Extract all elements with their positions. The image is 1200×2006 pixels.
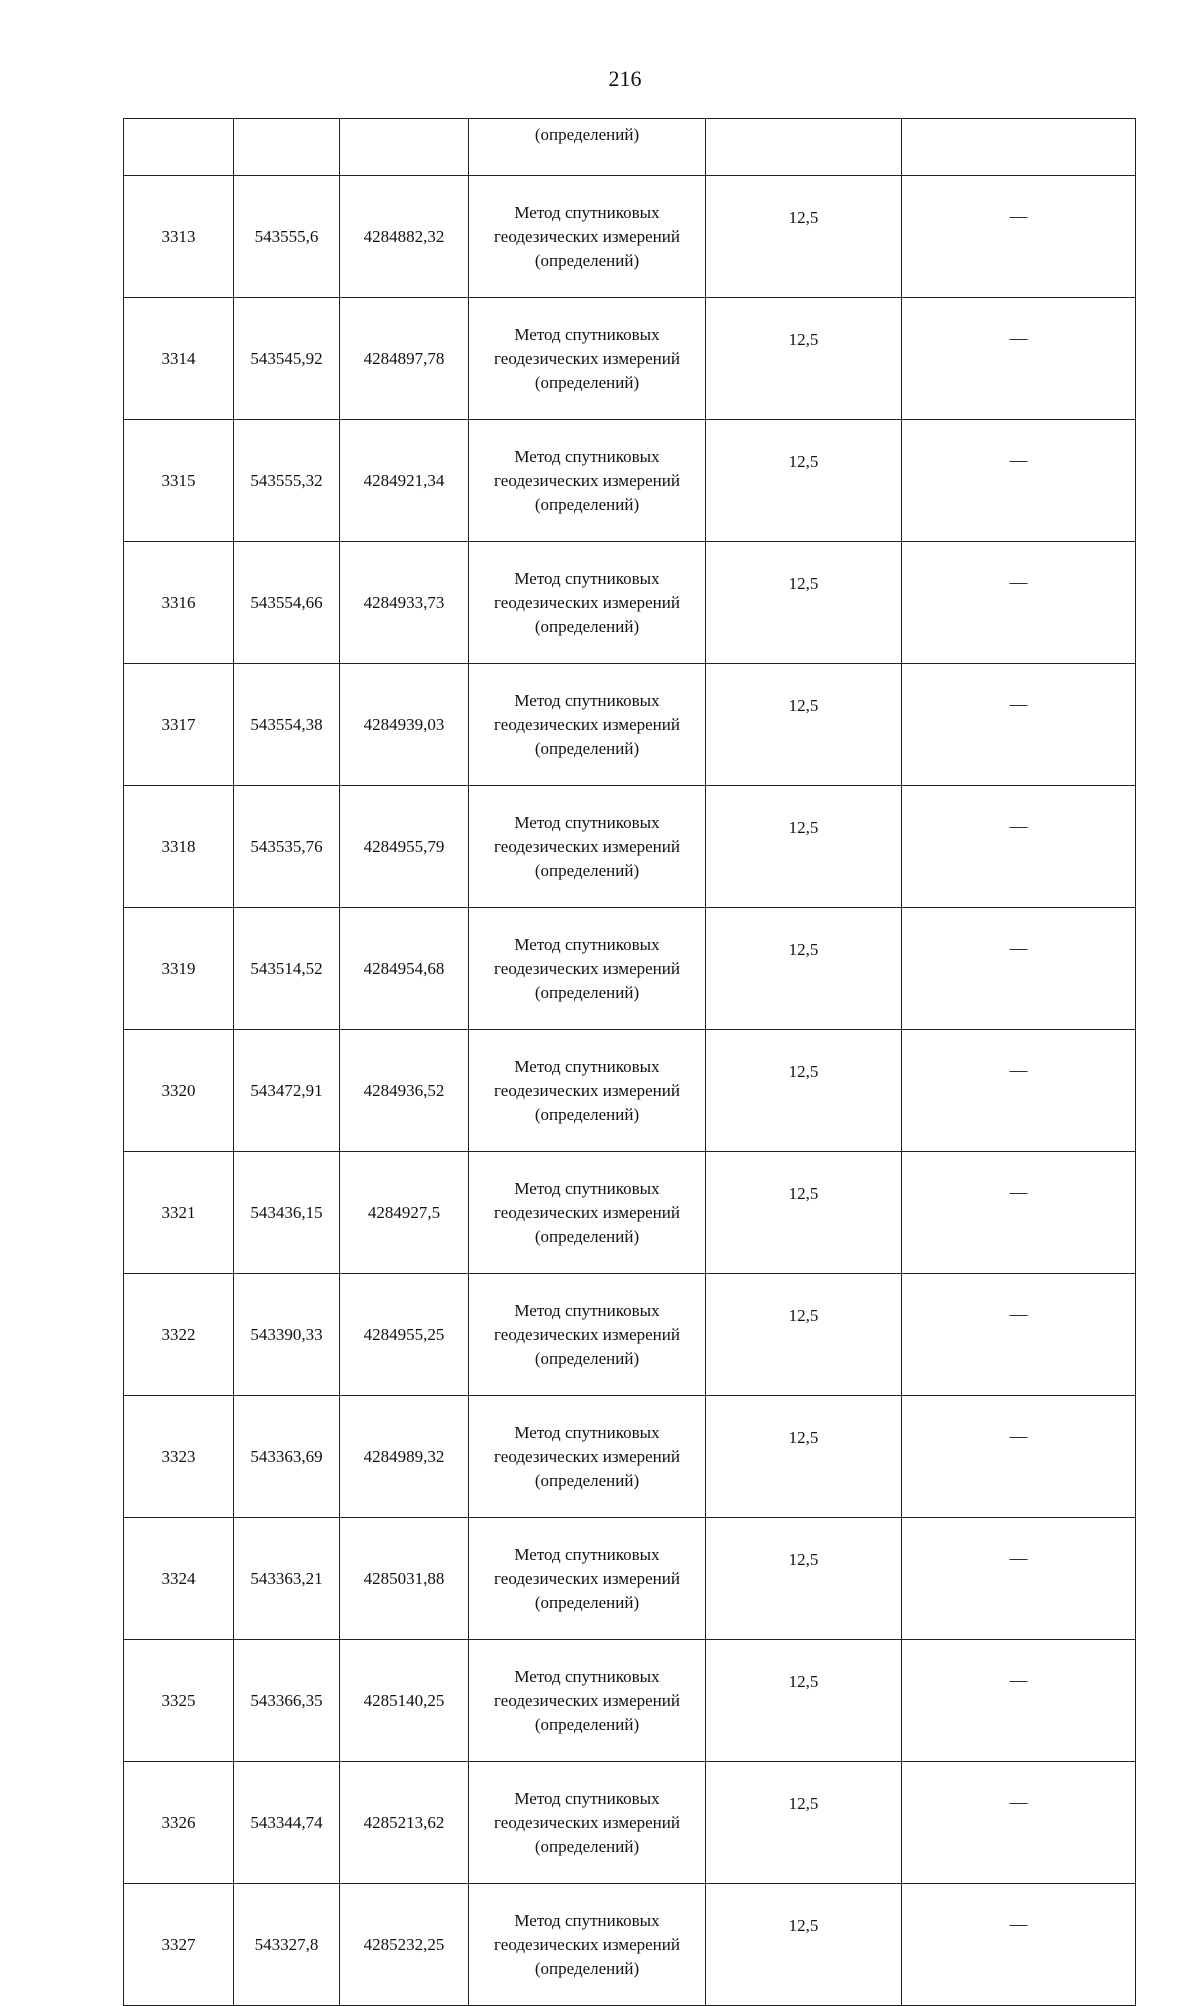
method-cell [469,1274,706,1396]
method-cell [469,1152,706,1274]
table-row [124,298,1136,420]
point-number-cell: 3314 [124,298,234,420]
x-coordinate-cell: 543366,35 [234,1640,340,1762]
table-row-continuation [124,119,1136,176]
precision-cell: 12,5 [706,908,902,1030]
method-line-1: Метод спутниковых [514,1056,660,1076]
method-line-1: Метод спутниковых [514,1422,660,1442]
method-line-1: Метод спутниковых [514,202,660,222]
page-number: 216 [608,66,642,91]
method-line-3: (определений) [534,1104,640,1124]
description-cell: — [902,1274,1136,1396]
description-cell: — [902,1152,1136,1274]
method-cell: (определений) [469,119,706,176]
x-coordinate-cell: 543363,69 [234,1396,340,1518]
method-line-3: (определений) [534,1226,640,1246]
method-line-2: геодезических измерений [494,226,680,246]
precision-cell: 12,5 [706,1152,902,1274]
point-number-cell: 3315 [124,420,234,542]
method-line-3: (определений) [534,860,640,880]
x-coordinate-cell: 543390,33 [234,1274,340,1396]
point-number-cell: 3324 [124,1518,234,1640]
method-line-2: геодезических измерений [494,1202,680,1222]
method-line-3: (определений) [534,1592,640,1612]
method-line-1: Метод спутниковых [514,1910,660,1930]
point-number-cell: 3326 [124,1762,234,1884]
method-line-1: Метод спутниковых [514,324,660,344]
precision-cell: 12,5 [706,1640,902,1762]
table-row [124,1274,1136,1396]
method-line-3: (определений) [534,616,640,636]
precision-cell: 12,5 [706,1274,902,1396]
y-coordinate-cell: 4284989,32 [340,1396,469,1518]
precision-cell: 12,5 [706,1884,902,2006]
point-number-cell: 3320 [124,1030,234,1152]
description-cell: — [902,786,1136,908]
method-line-2: геодезических измерений [494,1080,680,1100]
precision-cell: 12,5 [706,542,902,664]
method-line-3: (определений) [534,250,640,270]
method-cell [469,1762,706,1884]
x-coordinate-cell: 543514,52 [234,908,340,1030]
coordinates-table [123,118,1136,2006]
method-line-3: (определений) [534,1958,640,1978]
method-line-3: (определений) [534,1470,640,1490]
method-cell [469,298,706,420]
method-cell [469,1518,706,1640]
method-line-1: Метод спутниковых [514,1300,660,1320]
y-coordinate-cell: 4284936,52 [340,1030,469,1152]
method-cell [469,1884,706,2006]
method-cell [469,1640,706,1762]
method-line-2: геодезических измерений [494,958,680,978]
table-row [124,1152,1136,1274]
table-row [124,664,1136,786]
precision-cell: 12,5 [706,1396,902,1518]
description-cell: — [902,298,1136,420]
precision-cell: 12,5 [706,420,902,542]
method-line-3: (определений) [534,1348,640,1368]
method-cell [469,786,706,908]
method-cell [469,420,706,542]
description-cell: — [902,664,1136,786]
table-row [124,420,1136,542]
method-line-1: Метод спутниковых [514,690,660,710]
x-coordinate-cell: 543327,8 [234,1884,340,2006]
point-number-cell: 3318 [124,786,234,908]
x-coordinate-cell: 543363,21 [234,1518,340,1640]
method-line-2: геодезических измерений [494,348,680,368]
x-coordinate-cell: 543436,15 [234,1152,340,1274]
y-coordinate-cell: 4284933,73 [340,542,469,664]
method-line-2: геодезических измерений [494,470,680,490]
description-cell: — [902,176,1136,298]
method-line-2: геодезических измерений [494,1446,680,1466]
table-row [124,1640,1136,1762]
point-number-cell [124,119,234,176]
y-coordinate-cell: 4284955,25 [340,1274,469,1396]
method-line-1: Метод спутниковых [514,1544,660,1564]
table-row [124,1518,1136,1640]
point-number-cell: 3313 [124,176,234,298]
table-row [124,176,1136,298]
description-cell: — [902,420,1136,542]
method-cell [469,1030,706,1152]
description-cell: — [902,1762,1136,1884]
x-coordinate-cell: 543344,74 [234,1762,340,1884]
x-coordinate-cell: 543554,38 [234,664,340,786]
method-line-3: (определений) [534,1714,640,1734]
method-cell [469,176,706,298]
method-line-1: Метод спутниковых [514,812,660,832]
table-row [124,1884,1136,2006]
x-coordinate-cell: 543472,91 [234,1030,340,1152]
precision-cell: 12,5 [706,298,902,420]
y-coordinate-cell: 4284921,34 [340,420,469,542]
y-coordinate-cell: 4284955,79 [340,786,469,908]
y-coordinate-cell: 4285213,62 [340,1762,469,1884]
y-coordinate-cell: 4285232,25 [340,1884,469,2006]
method-line-2: геодезических измерений [494,714,680,734]
precision-cell: 12,5 [706,664,902,786]
method-line-2: геодезических измерений [494,836,680,856]
description-cell: — [902,908,1136,1030]
precision-cell: 12,5 [706,176,902,298]
point-number-cell: 3316 [124,542,234,664]
y-coordinate-cell: 4285031,88 [340,1518,469,1640]
point-number-cell: 3327 [124,1884,234,2006]
method-cell [469,664,706,786]
y-coordinate-cell: 4284897,78 [340,298,469,420]
method-line-2: геодезических измерений [494,1812,680,1832]
method-line-2: геодезических измерений [494,1568,680,1588]
point-number-cell: 3319 [124,908,234,1030]
table-row [124,908,1136,1030]
method-cell [469,542,706,664]
method-line-3: (определений) [534,1836,640,1856]
method-line-1: Метод спутниковых [514,1666,660,1686]
method-line-2: геодезических измерений [494,592,680,612]
x-coordinate-cell: 543555,32 [234,420,340,542]
table-row [124,786,1136,908]
method-line-1: Метод спутниковых [514,568,660,588]
method-line-2: геодезических измерений [494,1934,680,1954]
table-row [124,1762,1136,1884]
description-cell [902,119,1136,176]
description-cell: — [902,1640,1136,1762]
table-row [124,1396,1136,1518]
x-coordinate-cell: 543554,66 [234,542,340,664]
method-line-2: геодезических измерений [494,1324,680,1344]
point-number-cell: 3323 [124,1396,234,1518]
point-number-cell: 3317 [124,664,234,786]
x-coordinate-cell [234,119,340,176]
y-coordinate-cell: 4285140,25 [340,1640,469,1762]
description-cell: — [902,1884,1136,2006]
method-line-3: (определений) [534,494,640,514]
precision-cell: 12,5 [706,1030,902,1152]
y-coordinate-cell: 4284882,32 [340,176,469,298]
method-line-3: (определений) [534,738,640,758]
y-coordinate-cell: 4284927,5 [340,1152,469,1274]
precision-cell [706,119,902,176]
description-cell: — [902,1518,1136,1640]
method-line-2: геодезических измерений [494,1690,680,1710]
x-coordinate-cell: 543545,92 [234,298,340,420]
precision-cell: 12,5 [706,786,902,908]
method-line-1: Метод спутниковых [514,1788,660,1808]
y-coordinate-cell: 4284939,03 [340,664,469,786]
method-cell [469,908,706,1030]
point-number-cell: 3322 [124,1274,234,1396]
method-line-1: Метод спутниковых [514,446,660,466]
precision-cell: 12,5 [706,1762,902,1884]
method-line-3: (определений) [534,982,640,1002]
description-cell: — [902,1030,1136,1152]
y-coordinate-cell: 4284954,68 [340,908,469,1030]
x-coordinate-cell: 543555,6 [234,176,340,298]
method-cell [469,1396,706,1518]
precision-cell: 12,5 [706,1518,902,1640]
point-number-cell: 3321 [124,1152,234,1274]
method-line-3: (определений) [534,372,640,392]
table-row [124,1030,1136,1152]
y-coordinate-cell [340,119,469,176]
description-cell: — [902,542,1136,664]
method-line-1: Метод спутниковых [514,1178,660,1198]
point-number-cell: 3325 [124,1640,234,1762]
method-line-1: Метод спутниковых [514,934,660,954]
table-row [124,542,1136,664]
x-coordinate-cell: 543535,76 [234,786,340,908]
description-cell: — [902,1396,1136,1518]
